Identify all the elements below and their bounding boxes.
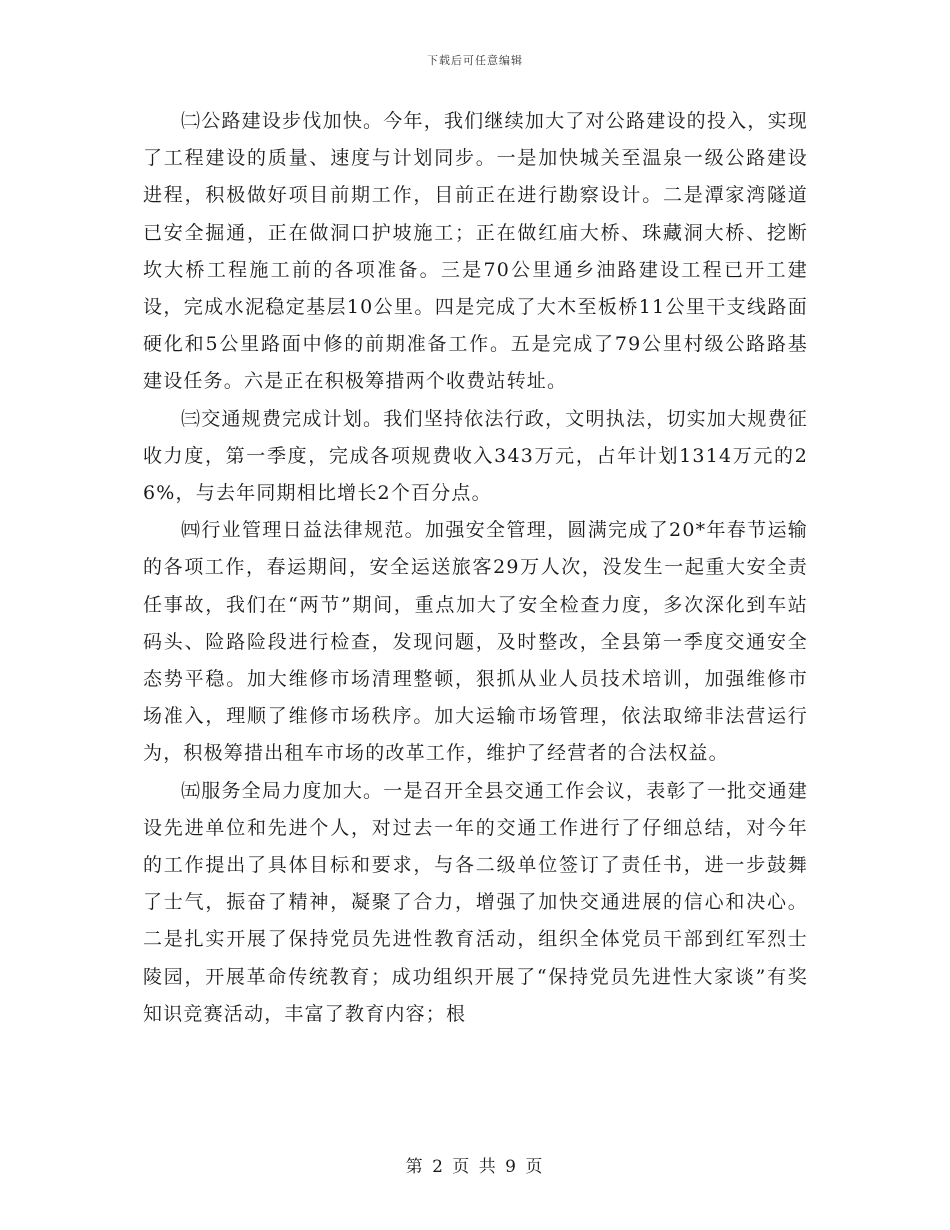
page-header-note: 下载后可任意编辑 bbox=[427, 54, 523, 67]
paragraph-service-overall: ㈤服务全局力度加大。一是召开全县交通工作会议，表彰了一批交通建设先进单位和先进个人，对过去一年的交通工作进行了仔细总结，对今年的工作提出了具体目标和要求，与各二级单位签订了责任书，进一步鼓舞了士气，振奋了精神，凝聚了合力，增强了加快交通进展的信心和决心。二是扎实开展了保持党员先进性教育活动，组织全体党员干部到红军烈士陵园，开展革命传统教育；成功组织开展了“保持党员先进性大家谈”有奖知识竞赛活动，丰富了教育内容；根 bbox=[143, 779, 808, 1025]
paragraph-industry-management: ㈣行业管理日益法律规范。加强安全管理，圆满完成了20*年春节运输的各项工作，春运期间，安全运送旅客29万人次，没发生一起重大安全责任事故，我们在“两节”期间，重点加大了安全检查力度，多次深化到车站码头、险路险段进行检查，发现问题，及时整改，全县第一季度交通安全态势平稳。加大维修市场清理整顿，狠抓从业人员技术培训，加强维修市场准入，理顺了维修市场秩序。加大运输市场管理，依法取缔非法营运行为，积极筹措出租车市场的改革工作，维护了经营者的合法权益。 bbox=[143, 519, 808, 765]
paragraph-road-construction: ㈡公路建设步伐加快。今年，我们继续加大了对公路建设的投入，实现了工程建设的质量、速度与计划同步。一是加快城关至温泉一级公路建设进程，积极做好项目前期工作，目前正在进行勘察设计。二是潭家湾隧道已安全掘通，正在做洞口护坡施工；正在做红庙大桥、珠藏洞大桥、挖断坎大桥工程施工前的各项准备。三是70公里通乡油路建设工程已开工建设，完成水泥稳定基层10公里。四是完成了大木至板桥11公里干支线路面硬化和5公里路面中修的前期准备工作。五是完成了79公里村级公路路基建设任务。六是正在积极筹措两个收费站转址。 bbox=[143, 110, 808, 393]
page-number: 第 2 页 共 9 页 bbox=[405, 1157, 545, 1177]
paragraph-traffic-fees: ㈢交通规费完成计划。我们坚持依法行政，文明执法，切实加大规费征收力度，第一季度，完成各项规费收入343万元，占年计划1314万元的26%，与去年同期相比增长2个百分点。 bbox=[143, 407, 808, 505]
document-body bbox=[143, 103, 808, 1033]
